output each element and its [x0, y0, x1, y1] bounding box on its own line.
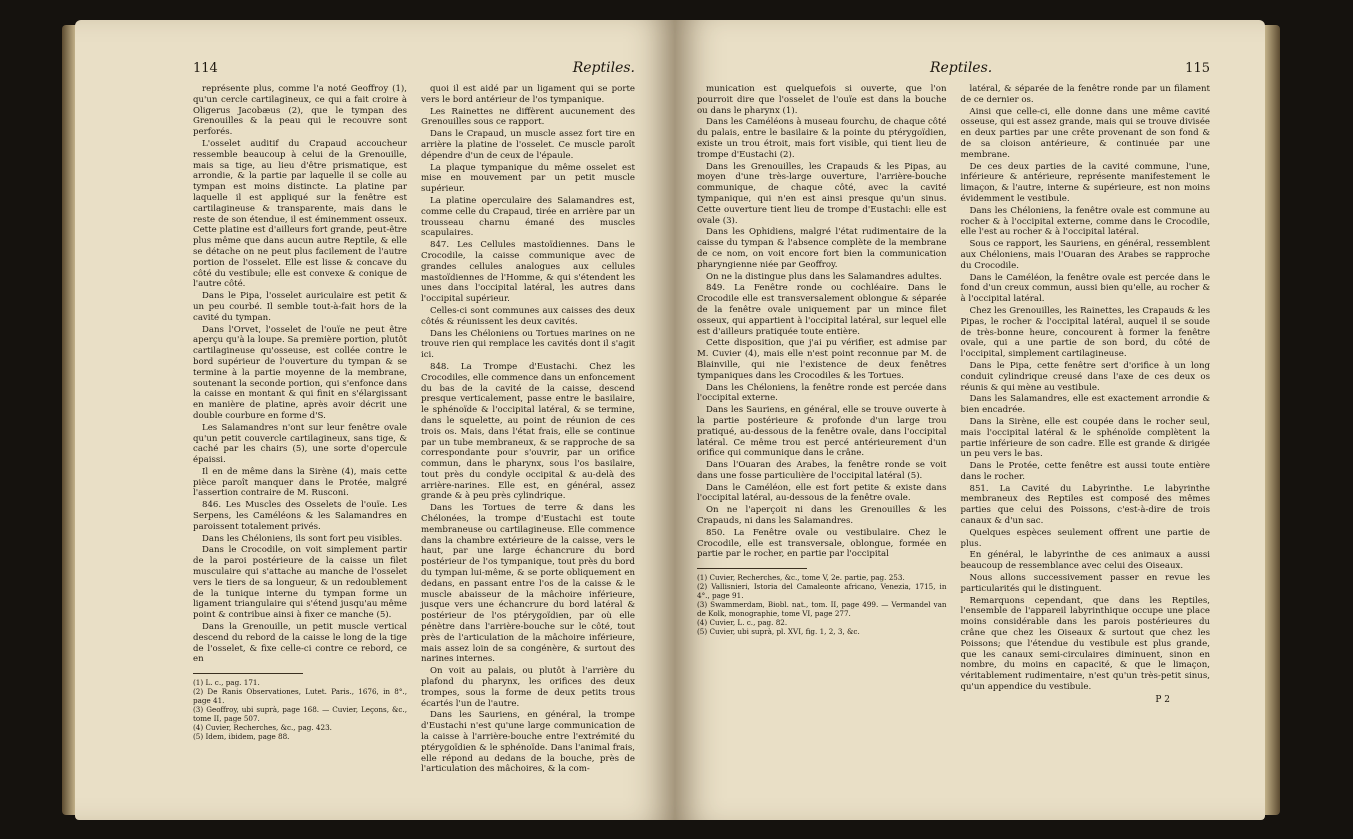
footnote: (4) Cuvier, Recherches, &c., pag. 423. [193, 723, 332, 733]
paragraph: La plaque tympanique du même osselet est mise en mouvement par un petit muscle supérieur. [421, 162, 635, 195]
paragraph: Celles-ci sont communes aux caisses des deux côtés & réunissent les deux cavités. [421, 305, 635, 327]
footnote-rule [697, 568, 807, 569]
paragraph: 851. La Cavité du Labyrinthe. Le labyrinthe membraneux des Reptiles est composé des mêmes parties que celui des Poissons, c'est-à-dire de trois canaux & d'un sac. [960, 483, 1210, 527]
paragraph: Dans l'Orvet, l'osselet de l'ouïe ne peut être aperçu qu'à la loupe. Sa première portion, plutôt cartilagineuse qu'osseuse, est collée contre le bord supérieur de l'ouverture du tympan & se termine à la partie moyenne de la membrane, soutenant la seconde portion, qui s'enfonce dans la caisse en montant & qui finit en s'élargissant en manière de platine, après avoir décrit une double courbure en forme d'S. [193, 324, 407, 421]
right-page [675, 20, 1265, 820]
left-column-2 [421, 84, 635, 776]
paragraph: Dans le Protée, cette fenêtre est aussi toute entière dans le rocher. [960, 461, 1210, 482]
page-number: 115 [1185, 61, 1210, 76]
paragraph: On voit au palais, ou plutôt à l'arrière du plafond du pharynx, les orifices des deux trompes, sous la forme de deux petits trous écartés l'un de l'autre. [421, 666, 635, 709]
paragraph: Chez les Grenouilles, les Rainettes, les Crapauds & les Pipas, le rocher & l'occipital latéral, auquel il se soude de très-bonne heure, concourent à former la fenêtre ovale, qui a une partie de son bord, du côté de l'occipital, simplement cartilagineuse. [960, 305, 1210, 360]
footnote: (4) Cuvier, L. c., pag. 82. [697, 618, 788, 628]
paragraph: 848. La Trompe d'Eustachi. Chez les Crocodiles, elle commence dans un enfoncement du bas de la cavité de la caisse, descend presque verticalement, passe entre le basilaire, le sphénoïde & l'occipital latéral, & se termine, dans le squelette, au point de réunion de ces trois os. Mais, dans l'état frais, elle se continue par un tube membraneux, & se rapproche de sa correspondante pour s'ouvrir, par un orifice commun, dans le pharynx, sous l'os basilaire, tout près du condyle occipital & au-delà des arrière-narines. Elle est, en général, assez grande & à peu près cylindrique. [421, 361, 635, 502]
paragraph: Dans les Tortues de terre & dans les Chélonées, la trompe d'Eustachi est toute membraneuse ou cartilagineuse. Elle commence dans la chambre extérieure de la caisse, vers le haut, par une large échancrure du bord postérieur de l'os tympanique, tout près du bord du tympan lui-même, & se porte obliquement en dedans, en passant entre l'os de la caisse & le muscle abaisseur de la mâchoire inférieure, jusque vers une échancrure du bord latéral & postérieur de l'os ptérygoïdien, par où elle pénètre dans l'arrière-bouche sur le côté, tout près de l'articulation de la mâchoire inférieure, mais assez loin de sa congénère, & surtout des narines internes. [421, 503, 635, 665]
paragraph: représente plus, comme l'a noté Geoffroy (1), qu'un cercle cartilagineux, ce qui a fait croire à Oligerus Jacobæus (2), que le tympan des Grenouilles & la peau qui le recouvre sont perforés. [193, 84, 407, 138]
footnotes [193, 678, 407, 741]
paragraph: 847. Les Cellules mastoïdiennes. Dans le Crocodile, la caisse communique avec de grandes cellules analogues aux cellules mastoïdiennes de l'Homme, & qui s'étendent les unes dans l'occipital latéral, les autres dans l'occipital supérieur. [421, 240, 635, 305]
paragraph: Dans les Sauriens, en général, elle se trouve ouverte à la partie postérieure & profonde d'un large trou pratiqué, au-dessous de la fenêtre ovale, dans l'occipital latéral. Ce même trou est percé antérieurement d'un orifice qui communique dans le crâne. [697, 405, 947, 459]
paragraph: Dans le Crocodile, on voit simplement partir de la paroi postérieure de la caisse un filet musculaire qui s'attache au manche de l'osselet vers le tiers de sa longueur, & un redoublement de la tunique interne du tympan forme un ligament triangulaire qui s'étend jusqu'au même point & contribue ainsi à fixer ce manche (5). [193, 545, 407, 621]
book-edge-left [62, 25, 76, 815]
paragraph: Dans l'Ouaran des Arabes, la fenêtre ronde se voit dans une fosse particulière de l'occipital latéral (5). [697, 460, 947, 481]
paragraph: On ne l'aperçoit ni dans les Grenouilles & les Crapauds, ni dans les Salamandres. [697, 505, 947, 527]
paragraph: Dans les Chéloniens, la fenêtre ronde est percée dans l'occipital externe. [697, 382, 947, 404]
footnote: (2) De Ranis Observationes, Lutet. Paris., 1676, in 8°., page 41. [193, 687, 407, 706]
left-page-header [193, 60, 635, 78]
paragraph: Dans le Pipa, l'osselet auriculaire est petit & un peu courbé. Il semble tout-à-fait hors de la cavité du tympan. [193, 291, 407, 323]
paragraph: Ainsi que celle-ci, elle donne dans une même cavité osseuse, qui est assez grande, mais qui se trouve divisée en deux parties par une crête provenant de son fond & de sa cloison antérieure, & continuée par une membrane. [960, 106, 1210, 160]
book-edge-right [1264, 25, 1280, 815]
paragraph: La platine operculaire des Salamandres est, comme celle du Crapaud, tirée en arrière par un trousseau charnu émané des muscles scapulaires. [421, 195, 635, 239]
footnote: (1) Cuvier, Recherches, &c., tome V, 2e. partie, pag. 253. [697, 573, 905, 583]
paragraph: Dans les Chéloniens, la fenêtre ovale est commune au rocher & à l'occipital externe, comme dans le Crocodile, elle l'est au rocher & à l'occipital latéral. [960, 205, 1210, 238]
paragraph: Dans les Ophidiens, malgré l'état rudimentaire de la caisse du tympan & l'absence complète de la membrane de ce nom, on voit encore fort bien la communication pharyngienne niée par Geoffroy. [697, 227, 947, 270]
paragraph: Dans le Crapaud, un muscle assez fort tire en arrière la platine de l'osselet. Ce muscle paroît dépendre d'un de ceux de l'épaule. [421, 129, 635, 161]
paragraph: Dans le Pipa, cette fenêtre sert d'orifice à un long conduit cylindrique creusé dans l'axe de ces deux os réunis & qui mène au vestibule. [960, 360, 1210, 393]
footnote: (3) Geoffroy, ubi suprà, page 168. — Cuvier, Leçons, &c., tome II, page 507. [193, 705, 407, 724]
paragraph: quoi il est aidé par un ligament qui se porte vers le bord antérieur de l'os tympanique. [421, 84, 635, 105]
paragraph: Dans les Sauriens, en général, la trompe d'Eustachi n'est qu'une large communication de la caisse à l'arrière-bouche entre l'extrémité du ptérygoïdien & le sphénoïde. Dans l'animal frais, elle répond au dedans de la bouche, près de l'articulation des mâchoires, & la com- [421, 710, 635, 775]
paragraph: Dans la Grenouille, un petit muscle vertical descend du rebord de la caisse le long de la tige de l'osselet, & fixe celle-ci contre ce rebord, ce en [193, 622, 407, 665]
paragraph: Il en de même dans la Sirène (4), mais cette pièce paroît manquer dans le Protée, malgré l'assertion contraire de M. Rusconi. [193, 466, 407, 499]
footnote: (1) L. c., pag. 171. [193, 678, 260, 688]
paragraph: latéral, & séparée de la fenêtre ronde par un filament de ce dernier os. [960, 84, 1210, 105]
paragraph: munication est quelquefois si ouverte, que l'on pourroit dire que l'osselet de l'ouïe est dans la bouche ou dans le pharynx (1). [697, 84, 947, 116]
paragraph: 850. La Fenêtre ovale ou vestibulaire. Chez le Crocodile, elle est transversale, oblongue, formée en partie par le rocher, en partie par l'occipital [697, 527, 947, 560]
paragraph: 849. La Fenêtre ronde ou cochléaire. Dans le Crocodile elle est transversalement oblongue & séparée de la fenêtre ovale uniquement par un mince filet osseux, qui appartient à l'occipital latéral, sur lequel elle est d'ailleurs pratiquée toute entière. [697, 283, 947, 337]
paragraph: 846. Les Muscles des Osselets de l'ouïe. Les Serpens, les Caméléons & les Salamandres en paroissent totalement privés. [193, 500, 407, 532]
footnote: (5) Idem, ibidem, page 88. [193, 732, 290, 742]
paragraph: Dans les Caméléons à museau fourchu, de chaque côté du palais, entre le basilaire & la pointe du ptérygoïdien, existe un trou étroit, mais fort visible, qui tient lieu de trompe d'Eustachi (2). [697, 117, 947, 160]
left-page [75, 20, 675, 820]
footnote: (2) Vallisnieri, Istoria del Camaleonte africano, Venezia, 1715, in 4°., page 91. [697, 582, 947, 601]
left-column-1 [193, 84, 407, 776]
paragraph: Dans la Sirène, elle est coupée dans le rocher seul, mais l'occipital latéral & le sphénoïde complètent la partie inférieure de son cadre. Elle est grande & dirigée un peu vers le bas. [960, 416, 1210, 460]
paragraph: Dans le Caméléon, elle est fort petite & existe dans l'occipital latéral, au-dessous de la fenêtre ovale. [697, 482, 947, 504]
right-page-header [697, 60, 1210, 78]
right-column-1 [697, 84, 947, 706]
paragraph: Dans les Chéloniens ou Tortues marines on ne trouve rien qui remplace les cavités dont il s'agit ici. [421, 328, 635, 361]
running-head: Reptiles. [572, 60, 635, 76]
paragraph: Quelques espèces seulement offrent une partie de plus. [960, 527, 1210, 549]
paragraph: De ces deux parties de la cavité commune, l'une, inférieure & antérieure, représente manifestement le limaçon, & l'autre, interne & supérieure, est non moins évidemment le vestibule. [960, 161, 1210, 204]
paragraph: Dans les Chéloniens, ils sont fort peu visibles. [202, 533, 403, 544]
paragraph: Sous ce rapport, les Sauriens, en général, ressemblent aux Chéloniens, mais l'Ouaran des Arabes se rapproche du Crocodile. [960, 239, 1210, 271]
footnote-rule [193, 673, 303, 674]
paragraph: Remarquons cependant, que dans les Reptiles, l'ensemble de l'appareil labyrinthique occupe une place moins considérable dans les parois postérieures du crâne que chez les Oiseaux & surtout que chez les Poissons; que l'étendue du vestibule est plus grande, que les canaux semi-circulaires diminuent, sinon en nombre, du moins en capacité, & que le limaçon, véritablement rudimentaire, n'est qu'un très-petit sinus, qu'un appendice du vestibule. [960, 595, 1210, 693]
footnote: (5) Cuvier, ubi suprà, pl. XVI, fig. 1, 2, 3, &c. [697, 627, 860, 637]
footnote: (3) Swammerdam, Biobl. nat., tom. II, page 499. — Vermandel van de Kolk, monographie, tome VI, page 277. [697, 600, 947, 619]
paragraph: Dans les Salamandres, elle est exactement arrondie & bien encadrée. [960, 394, 1210, 416]
signature-mark: P 2 [1155, 694, 1170, 705]
paragraph: Les Rainettes ne diffèrent aucunement des Grenouilles sous ce rapport. [421, 106, 635, 128]
right-column-2 [961, 84, 1211, 706]
paragraph: On ne la distingue plus dans les Salamandres adultes. [706, 271, 942, 282]
paragraph: Nous allons successivement passer en revue les particularités qui le distinguent. [960, 573, 1210, 594]
paragraph: Dans les Grenouilles, les Crapauds & les Pipas, au moyen d'une très-large ouverture, l'arrière-bouche communique, de chaque côté, avec la cavité tympanique, qui n'en est ainsi presque qu'un sinus. Cette ouverture tient lieu de trompe d'Eustachi: elle est ovale (3). [697, 161, 947, 226]
paragraph: Les Salamandres n'ont sur leur fenêtre ovale qu'un petit couvercle cartilagineux, sans tige, & caché par les chairs (5), une sorte d'opercule épaissi. [193, 422, 407, 466]
running-head: Reptiles. [929, 60, 993, 76]
paragraph: Dans le Caméléon, la fenêtre ovale est percée dans le fond d'un creux commun, aussi bien qu'elle, au rocher & à l'occipital latéral. [960, 272, 1210, 305]
paragraph: L'osselet auditif du Crapaud accoucheur ressemble beaucoup à celui de la Grenouille, mais sa tige, au lieu d'être prismatique, est arrondie, & la partie par laquelle il se colle au tympan est moins distincte. La platine par laquelle il est appliqué sur la fenêtre est cartilagineuse & transparente, mais dans le reste de son étendue, il est éminemment osseux. Cette platine est d'ailleurs fort grande, peut-être plus même que dans aucun autre Reptile, & elle se détache on ne peut plus facilement de l'autre portion de l'osselet. Elle est lisse & concave du côté du vestibule; elle est convexe & conique de l'autre côté. [193, 138, 407, 290]
paragraph: Cette disposition, que j'ai pu vérifier, est admise par M. Cuvier (4), mais elle n'est point reconnue par M. de Blainville, qui nie l'existence de deux fenêtres tympaniques dans les Crocodiles & les Tortues. [697, 338, 947, 381]
footnotes [697, 573, 947, 636]
page-number: 114 [193, 61, 218, 76]
paragraph: En général, le labyrinthe de ces animaux a aussi beaucoup de ressemblance avec celui des Oiseaux. [960, 550, 1210, 572]
